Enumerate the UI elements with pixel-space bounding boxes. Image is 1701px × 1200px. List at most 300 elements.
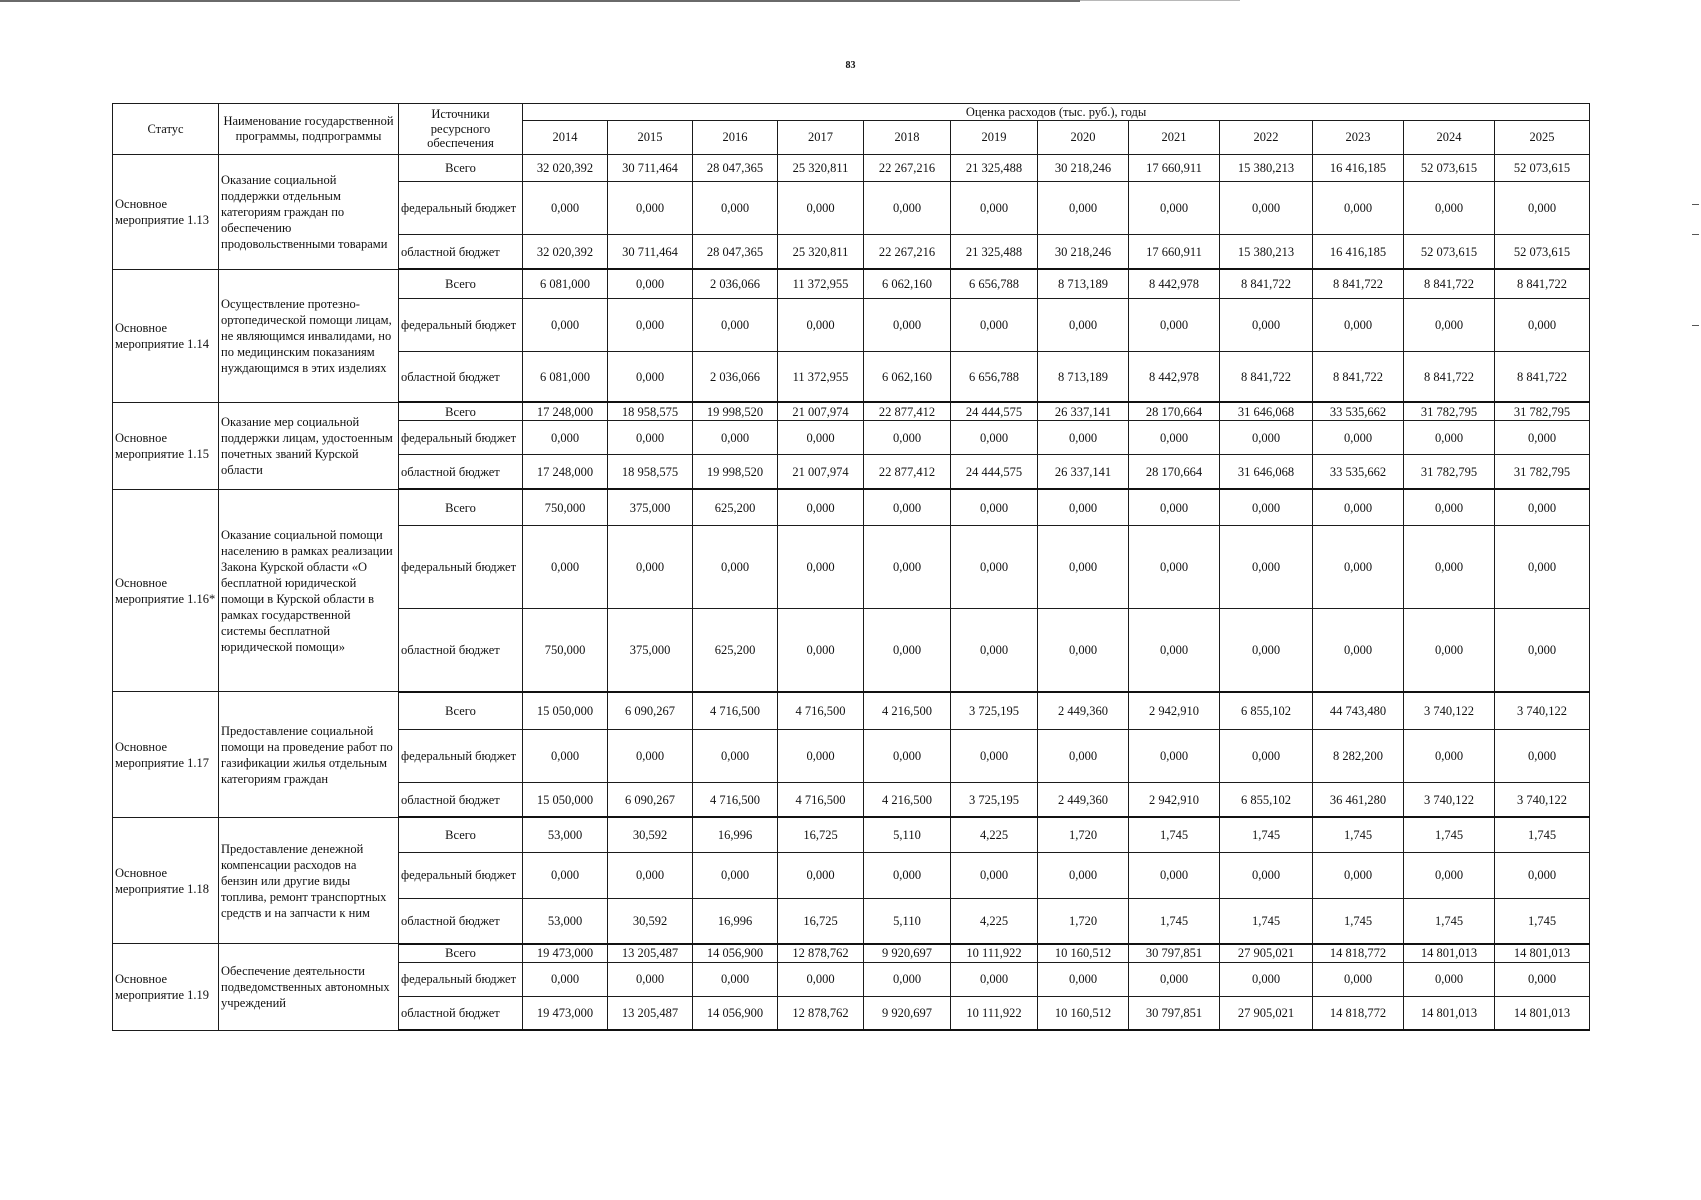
header-year: 2024 — [1404, 121, 1495, 155]
expense-value: 30 711,464 — [608, 235, 693, 270]
expense-value: 1,745 — [1313, 899, 1404, 944]
expense-value: 0,000 — [1038, 421, 1129, 455]
expense-value: 0,000 — [1404, 852, 1495, 898]
expense-value: 31 646,068 — [1220, 402, 1313, 420]
expense-value: 9 920,697 — [864, 944, 951, 962]
expense-value: 0,000 — [1038, 730, 1129, 783]
expense-value: 12 878,762 — [778, 996, 864, 1030]
scan-edge-mark — [1692, 234, 1699, 235]
expense-value: 0,000 — [1404, 525, 1495, 608]
expense-value: 27 905,021 — [1220, 996, 1313, 1030]
expense-value: 0,000 — [608, 730, 693, 783]
table-row — [113, 269, 1590, 299]
header-year: 2015 — [608, 121, 693, 155]
expense-value: 0,000 — [864, 609, 951, 692]
expense-value: 32 020,392 — [523, 155, 608, 182]
scan-top-edge — [0, 0, 1080, 2]
expense-value: 27 905,021 — [1220, 944, 1313, 962]
expense-value: 6 090,267 — [608, 692, 693, 730]
expense-value: 0,000 — [1313, 421, 1404, 455]
expense-value: 0,000 — [1038, 609, 1129, 692]
expense-value: 21 325,488 — [951, 235, 1038, 270]
header-year: 2017 — [778, 121, 864, 155]
expense-value: 0,000 — [523, 525, 608, 608]
expense-value: 8 282,200 — [1313, 730, 1404, 783]
expense-value: 4 216,500 — [864, 692, 951, 730]
funding-source: федеральный бюджет — [399, 852, 523, 898]
expense-value: 8 442,978 — [1129, 269, 1220, 299]
expense-value: 14 056,900 — [693, 996, 778, 1030]
expense-value: 3 740,122 — [1404, 692, 1495, 730]
expense-value: 14 801,013 — [1495, 996, 1590, 1030]
expense-value: 30 797,851 — [1129, 996, 1220, 1030]
expense-value: 1,745 — [1495, 817, 1590, 852]
expense-value: 0,000 — [1404, 730, 1495, 783]
expense-value: 31 782,795 — [1404, 402, 1495, 420]
expense-value: 6 855,102 — [1220, 783, 1313, 818]
expense-value: 31 782,795 — [1495, 455, 1590, 490]
expense-value: 8 841,722 — [1495, 352, 1590, 403]
expense-value: 0,000 — [693, 730, 778, 783]
expense-value: 21 325,488 — [951, 155, 1038, 182]
header-year: 2020 — [1038, 121, 1129, 155]
expense-value: 0,000 — [1129, 730, 1220, 783]
measure-name: Предоставление социальной помощи на проведение работ по газификации жилья отдельным категориям граждан — [219, 692, 399, 818]
expense-value: 28 047,365 — [693, 235, 778, 270]
expense-value: 16,996 — [693, 899, 778, 944]
expense-value: 26 337,141 — [1038, 402, 1129, 420]
expense-value: 30 218,246 — [1038, 235, 1129, 270]
measure-status: Основное мероприятие 1.17 — [113, 692, 219, 818]
expense-value: 8 841,722 — [1404, 352, 1495, 403]
expense-value: 30,592 — [608, 817, 693, 852]
expense-value: 30 218,246 — [1038, 155, 1129, 182]
expense-value: 0,000 — [1038, 182, 1129, 235]
expense-value: 6 062,160 — [864, 269, 951, 299]
expense-value: 0,000 — [778, 421, 864, 455]
expense-value: 0,000 — [1038, 525, 1129, 608]
funding-source: областной бюджет — [399, 352, 523, 403]
expense-value: 0,000 — [608, 182, 693, 235]
expense-value: 625,200 — [693, 609, 778, 692]
expense-value: 4 716,500 — [693, 783, 778, 818]
expense-value: 18 958,575 — [608, 402, 693, 420]
header-year: 2014 — [523, 121, 608, 155]
funding-source: Всего — [399, 402, 523, 420]
expense-value: 21 007,974 — [778, 402, 864, 420]
scan-top-edge-faint — [1080, 0, 1240, 1]
measure-status: Основное мероприятие 1.14 — [113, 269, 219, 402]
expense-value: 16,725 — [778, 817, 864, 852]
expense-value: 2 036,066 — [693, 269, 778, 299]
expense-value: 2 942,910 — [1129, 783, 1220, 818]
funding-source: Всего — [399, 692, 523, 730]
expense-value: 8 841,722 — [1495, 269, 1590, 299]
expense-value: 0,000 — [1220, 182, 1313, 235]
expense-value: 14 801,013 — [1404, 996, 1495, 1030]
expense-value: 5,110 — [864, 817, 951, 852]
expense-value: 16,725 — [778, 899, 864, 944]
expense-value: 0,000 — [778, 962, 864, 996]
measure-status: Основное мероприятие 1.16* — [113, 489, 219, 692]
header-estimate: Оценка расходов (тыс. руб.), годы — [523, 104, 1590, 121]
expense-value: 0,000 — [608, 421, 693, 455]
funding-source: федеральный бюджет — [399, 421, 523, 455]
expense-value: 0,000 — [693, 852, 778, 898]
measure-status: Основное мероприятие 1.18 — [113, 817, 219, 944]
expense-value: 0,000 — [523, 182, 608, 235]
expense-value: 8 841,722 — [1220, 269, 1313, 299]
expense-value: 0,000 — [523, 421, 608, 455]
expense-value: 22 877,412 — [864, 402, 951, 420]
expense-value: 0,000 — [864, 525, 951, 608]
page-number: 83 — [845, 60, 856, 71]
expense-value: 28 170,664 — [1129, 402, 1220, 420]
expense-value: 8 841,722 — [1220, 352, 1313, 403]
expense-value: 0,000 — [1313, 962, 1404, 996]
funding-source: Всего — [399, 944, 523, 962]
expense-value: 10 111,922 — [951, 996, 1038, 1030]
expense-value: 1,745 — [1129, 817, 1220, 852]
expense-value: 0,000 — [1404, 489, 1495, 525]
expense-value: 1,745 — [1495, 899, 1590, 944]
measure-name: Оказание мер социальной поддержки лицам, удостоенным почетных званий Курской области — [219, 402, 399, 489]
header-status: Статус — [113, 104, 219, 155]
expense-value: 1,745 — [1313, 817, 1404, 852]
expense-value: 0,000 — [864, 299, 951, 352]
expense-value: 3 740,122 — [1495, 692, 1590, 730]
expense-value: 17 248,000 — [523, 402, 608, 420]
expense-value: 1,745 — [1404, 899, 1495, 944]
expense-value: 12 878,762 — [778, 944, 864, 962]
expense-value: 0,000 — [1038, 852, 1129, 898]
expense-value: 0,000 — [1313, 525, 1404, 608]
expense-value: 0,000 — [778, 852, 864, 898]
expense-value: 0,000 — [1313, 182, 1404, 235]
expense-value: 0,000 — [523, 730, 608, 783]
expense-value: 15 380,213 — [1220, 155, 1313, 182]
measure-name: Осуществление протезно-ортопедической помощи лицам, не являющимся инвалидами, но по медицинским показаниям нуждающимся в этих изделиях — [219, 269, 399, 402]
expense-value: 10 160,512 — [1038, 944, 1129, 962]
expense-value: 0,000 — [1220, 489, 1313, 525]
expense-value: 1,720 — [1038, 899, 1129, 944]
expense-value: 0,000 — [1313, 299, 1404, 352]
expense-value: 2 449,360 — [1038, 692, 1129, 730]
expense-value: 750,000 — [523, 609, 608, 692]
expense-value: 21 007,974 — [778, 455, 864, 490]
header-year: 2023 — [1313, 121, 1404, 155]
header-name: Наименование государственной программы, подпрограммы — [219, 104, 399, 155]
expense-value: 15 050,000 — [523, 692, 608, 730]
expense-value: 14 818,772 — [1313, 944, 1404, 962]
expense-value: 0,000 — [1129, 299, 1220, 352]
expense-value: 10 111,922 — [951, 944, 1038, 962]
expense-value: 3 740,122 — [1495, 783, 1590, 818]
measure-name: Оказание социальной поддержки отдельным категориям граждан по обеспечению продовольственными товарами — [219, 155, 399, 270]
expense-value: 44 743,480 — [1313, 692, 1404, 730]
header-sources: Источники ресурсного обеспечения — [399, 104, 523, 155]
funding-source: областной бюджет — [399, 609, 523, 692]
funding-source: областной бюджет — [399, 455, 523, 490]
expense-value: 16 416,185 — [1313, 235, 1404, 270]
expense-value: 0,000 — [951, 525, 1038, 608]
expense-value: 0,000 — [1220, 609, 1313, 692]
expense-value: 0,000 — [608, 962, 693, 996]
expense-value: 8 713,189 — [1038, 269, 1129, 299]
expense-value: 28 170,664 — [1129, 455, 1220, 490]
header-year: 2018 — [864, 121, 951, 155]
expense-value: 53,000 — [523, 817, 608, 852]
expense-value: 0,000 — [1404, 421, 1495, 455]
expense-value: 22 877,412 — [864, 455, 951, 490]
expense-value: 0,000 — [523, 852, 608, 898]
expense-value: 0,000 — [951, 299, 1038, 352]
expense-value: 8 442,978 — [1129, 352, 1220, 403]
expense-value: 9 920,697 — [864, 996, 951, 1030]
expense-value: 0,000 — [608, 299, 693, 352]
expense-value: 0,000 — [1495, 609, 1590, 692]
expense-value: 0,000 — [1129, 489, 1220, 525]
expense-value: 0,000 — [1038, 962, 1129, 996]
scan-edge-mark — [1692, 325, 1699, 326]
funding-source: Всего — [399, 155, 523, 182]
measure-status: Основное мероприятие 1.19 — [113, 944, 219, 1030]
expense-value: 0,000 — [1495, 182, 1590, 235]
expense-value: 0,000 — [864, 182, 951, 235]
expense-value: 4 716,500 — [778, 692, 864, 730]
expense-value: 24 444,575 — [951, 402, 1038, 420]
expense-value: 0,000 — [1495, 299, 1590, 352]
expense-value: 3 740,122 — [1404, 783, 1495, 818]
expense-value: 0,000 — [951, 962, 1038, 996]
expense-value: 0,000 — [1220, 962, 1313, 996]
funding-source: Всего — [399, 269, 523, 299]
expense-value: 30 797,851 — [1129, 944, 1220, 962]
expense-value: 4,225 — [951, 899, 1038, 944]
expense-value: 4 716,500 — [693, 692, 778, 730]
measure-name: Предоставление денежной компенсации расходов на бензин или другие виды топлива, ремонт транспортных средств и на запчасти к ним — [219, 817, 399, 944]
expense-value: 0,000 — [693, 421, 778, 455]
measure-status: Основное мероприятие 1.15 — [113, 402, 219, 489]
expense-value: 26 337,141 — [1038, 455, 1129, 490]
expense-value: 14 801,013 — [1495, 944, 1590, 962]
expense-value: 0,000 — [1129, 182, 1220, 235]
expense-value: 0,000 — [1129, 421, 1220, 455]
expense-value: 0,000 — [951, 730, 1038, 783]
expense-value: 32 020,392 — [523, 235, 608, 270]
expense-value: 750,000 — [523, 489, 608, 525]
expense-value: 0,000 — [951, 489, 1038, 525]
expense-value: 0,000 — [608, 852, 693, 898]
expense-value: 625,200 — [693, 489, 778, 525]
header-year: 2016 — [693, 121, 778, 155]
expense-value: 0,000 — [1129, 852, 1220, 898]
expense-value: 0,000 — [778, 730, 864, 783]
expense-value: 0,000 — [864, 489, 951, 525]
expense-value: 6 081,000 — [523, 352, 608, 403]
expense-value: 0,000 — [1220, 525, 1313, 608]
expense-value: 0,000 — [1129, 609, 1220, 692]
expense-value: 52 073,615 — [1404, 235, 1495, 270]
expense-value: 11 372,955 — [778, 352, 864, 403]
expense-value: 16,996 — [693, 817, 778, 852]
expense-value: 22 267,216 — [864, 155, 951, 182]
expense-value: 0,000 — [1220, 299, 1313, 352]
expense-value: 0,000 — [693, 182, 778, 235]
expense-value: 25 320,811 — [778, 235, 864, 270]
expense-value: 18 958,575 — [608, 455, 693, 490]
expense-value: 0,000 — [1129, 962, 1220, 996]
funding-source: федеральный бюджет — [399, 730, 523, 783]
expense-value: 31 782,795 — [1404, 455, 1495, 490]
expense-value: 52 073,615 — [1495, 235, 1590, 270]
expense-value: 52 073,615 — [1404, 155, 1495, 182]
expense-value: 28 047,365 — [693, 155, 778, 182]
expense-value: 375,000 — [608, 609, 693, 692]
expense-value: 17 660,911 — [1129, 235, 1220, 270]
expense-value: 0,000 — [1495, 730, 1590, 783]
expense-value: 4 716,500 — [778, 783, 864, 818]
expense-value: 0,000 — [1313, 489, 1404, 525]
expense-value: 0,000 — [778, 489, 864, 525]
expense-value: 0,000 — [864, 852, 951, 898]
expense-value: 1,745 — [1129, 899, 1220, 944]
expense-value: 8 841,722 — [1404, 269, 1495, 299]
table-row — [113, 692, 1590, 730]
table-row — [113, 817, 1590, 852]
expense-value: 8 841,722 — [1313, 352, 1404, 403]
measure-name: Обеспечение деятельности подведомственных автономных учреждений — [219, 944, 399, 1030]
expense-value: 6 656,788 — [951, 269, 1038, 299]
expense-value: 0,000 — [523, 299, 608, 352]
scan-edge-mark — [1692, 204, 1699, 205]
expense-value: 6 855,102 — [1220, 692, 1313, 730]
expense-value: 0,000 — [951, 421, 1038, 455]
expense-value: 0,000 — [1404, 182, 1495, 235]
expense-value: 0,000 — [864, 962, 951, 996]
expense-value: 30 711,464 — [608, 155, 693, 182]
measure-name: Оказание социальной помощи населению в рамках реализации Закона Курской области «О бесплатной юридической помощи в Курской области в рамках государственной системы бесплатной юридической помощи» — [219, 489, 399, 692]
expense-value: 6 090,267 — [608, 783, 693, 818]
expense-value: 25 320,811 — [778, 155, 864, 182]
expense-value: 17 660,911 — [1129, 155, 1220, 182]
expense-value: 19 473,000 — [523, 996, 608, 1030]
header-year: 2025 — [1495, 121, 1590, 155]
funding-source: областной бюджет — [399, 996, 523, 1030]
expense-value: 0,000 — [1495, 421, 1590, 455]
expense-value: 0,000 — [1495, 489, 1590, 525]
funding-source: федеральный бюджет — [399, 962, 523, 996]
expense-value: 0,000 — [1313, 609, 1404, 692]
expense-value: 6 656,788 — [951, 352, 1038, 403]
expense-value: 0,000 — [864, 730, 951, 783]
expense-value: 0,000 — [1129, 525, 1220, 608]
expense-value: 10 160,512 — [1038, 996, 1129, 1030]
funding-source: федеральный бюджет — [399, 525, 523, 608]
expense-value: 0,000 — [693, 962, 778, 996]
expense-value: 16 416,185 — [1313, 155, 1404, 182]
expense-value: 36 461,280 — [1313, 783, 1404, 818]
expense-value: 0,000 — [1220, 730, 1313, 783]
expense-value: 8 841,722 — [1313, 269, 1404, 299]
expense-value: 24 444,575 — [951, 455, 1038, 490]
expense-value: 15 380,213 — [1220, 235, 1313, 270]
expense-value: 19 998,520 — [693, 455, 778, 490]
expense-value: 0,000 — [693, 525, 778, 608]
expense-value: 5,110 — [864, 899, 951, 944]
funding-source: областной бюджет — [399, 899, 523, 944]
expense-value: 0,000 — [1404, 962, 1495, 996]
expense-value: 0,000 — [608, 269, 693, 299]
expense-value: 22 267,216 — [864, 235, 951, 270]
expense-value: 6 081,000 — [523, 269, 608, 299]
expense-value: 17 248,000 — [523, 455, 608, 490]
expense-value: 14 818,772 — [1313, 996, 1404, 1030]
expense-value: 0,000 — [778, 609, 864, 692]
expense-value: 4 216,500 — [864, 783, 951, 818]
expense-value: 0,000 — [523, 962, 608, 996]
expense-value: 19 998,520 — [693, 402, 778, 420]
expense-value: 0,000 — [1495, 852, 1590, 898]
expense-value: 0,000 — [693, 299, 778, 352]
expense-value: 13 205,487 — [608, 996, 693, 1030]
funding-source: федеральный бюджет — [399, 182, 523, 235]
funding-source: областной бюджет — [399, 235, 523, 270]
budget-table — [112, 103, 1590, 1031]
expense-value: 1,745 — [1220, 817, 1313, 852]
expense-value: 3 725,195 — [951, 692, 1038, 730]
expense-value: 0,000 — [778, 182, 864, 235]
expense-value: 0,000 — [1038, 299, 1129, 352]
header-year: 2021 — [1129, 121, 1220, 155]
expense-value: 0,000 — [1220, 852, 1313, 898]
funding-source: Всего — [399, 817, 523, 852]
expense-value: 31 782,795 — [1495, 402, 1590, 420]
expense-value: 0,000 — [1038, 489, 1129, 525]
expense-value: 4,225 — [951, 817, 1038, 852]
expense-value: 0,000 — [1220, 421, 1313, 455]
header-year: 2019 — [951, 121, 1038, 155]
expense-value: 0,000 — [951, 852, 1038, 898]
expense-value: 0,000 — [864, 421, 951, 455]
expense-value: 0,000 — [951, 609, 1038, 692]
expense-value: 31 646,068 — [1220, 455, 1313, 490]
expense-value: 0,000 — [951, 182, 1038, 235]
expense-value: 2 449,360 — [1038, 783, 1129, 818]
expense-value: 1,720 — [1038, 817, 1129, 852]
expense-value: 13 205,487 — [608, 944, 693, 962]
expense-value: 0,000 — [1404, 609, 1495, 692]
expense-value: 0,000 — [608, 525, 693, 608]
table-row — [113, 402, 1590, 420]
expense-value: 52 073,615 — [1495, 155, 1590, 182]
expense-value: 375,000 — [608, 489, 693, 525]
expense-value: 0,000 — [778, 525, 864, 608]
expense-value: 0,000 — [778, 299, 864, 352]
expense-value: 19 473,000 — [523, 944, 608, 962]
expense-value: 30,592 — [608, 899, 693, 944]
header-year: 2022 — [1220, 121, 1313, 155]
expense-value: 11 372,955 — [778, 269, 864, 299]
expense-value: 15 050,000 — [523, 783, 608, 818]
funding-source: Всего — [399, 489, 523, 525]
funding-source: федеральный бюджет — [399, 299, 523, 352]
expense-value: 0,000 — [1404, 299, 1495, 352]
table-row — [113, 944, 1590, 962]
expense-value: 14 056,900 — [693, 944, 778, 962]
table-row — [113, 489, 1590, 525]
expense-value: 2 036,066 — [693, 352, 778, 403]
